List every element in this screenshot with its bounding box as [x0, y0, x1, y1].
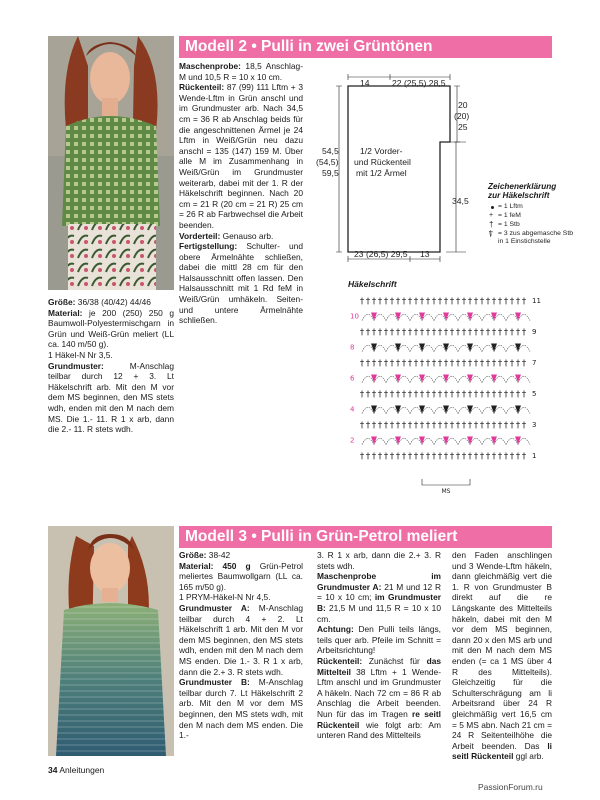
model3-column-1	[179, 550, 303, 741]
stitch-stb: †	[455, 452, 461, 462]
stitch-stb: †	[449, 421, 455, 431]
groesse-line: Größe: 36/38 (40/42) 44/46	[48, 297, 151, 307]
cluster-mark	[419, 406, 425, 414]
stitch-stb: †	[419, 297, 425, 307]
stitch-stb: †	[521, 328, 527, 338]
stitch-stb: †	[419, 421, 425, 431]
chart-title: Häkelschrift	[348, 279, 397, 289]
stitch-stb: †	[461, 328, 467, 338]
stitch-stb: †	[491, 297, 497, 307]
row-number-right: 3	[532, 421, 537, 429]
chain-stitch-icon	[491, 206, 494, 209]
stitch-stb: †	[401, 328, 407, 338]
cluster-mark	[467, 375, 473, 383]
stitch-stb: †	[455, 328, 461, 338]
stitch-stb: †	[515, 421, 521, 431]
stitch-stb: †	[443, 390, 449, 400]
stitch-stb: †	[395, 328, 401, 338]
model3-column-2	[317, 550, 441, 741]
stitch-stb: †	[437, 452, 443, 462]
row-number-left: 6	[350, 374, 355, 383]
stitch-stb: †	[449, 452, 455, 462]
stitch-stb: †	[521, 359, 527, 369]
stitch-stb: †	[419, 390, 425, 400]
stitch-stb: †	[521, 390, 527, 400]
stitch-stb: †	[467, 390, 473, 400]
stitch-stb: †	[383, 421, 389, 431]
stitch-stb: †	[383, 328, 389, 338]
dim-top-left: 14	[360, 78, 370, 88]
maschenprobe-line: Maschenprobe: 18,5 Anschlag-M und 10,5 R = 10 x 10 cm.	[179, 61, 304, 82]
cluster-mark	[371, 313, 377, 321]
stitch-stb: †	[389, 390, 395, 400]
fertigstellung-line: Fertigstellung: Schulter- und obere Ärmelnähte schließen, dabei die mittl 28 cm für den Halsausschnitt offen lassen. Den Halsausschnitt mit 1 Rd feM in Weiß/Grün umhäkeln. Seiten- und untere Ärmelnähte schließen.	[179, 241, 303, 326]
m3-achtung-line: Achtung: Den Pulli teils längs, teils quer arb. Pfeile im Schnitt = Arbeitsrichtung!	[317, 624, 441, 656]
stitch-stb: †	[503, 359, 509, 369]
cluster-mark	[395, 406, 401, 414]
stitch-stb: †	[407, 390, 413, 400]
stitch-stb: †	[485, 359, 491, 369]
row-number-right: 1	[532, 452, 537, 460]
m3-haekelnadel-line: 1 PRYM-Häkel-N Nr 4,5.	[179, 592, 271, 603]
model2-title: Modell 2 • Pulli in zwei Grüntönen	[185, 38, 433, 55]
stitch-stb: †	[413, 359, 419, 369]
cluster-mark	[467, 344, 473, 352]
grundmuster-line: Grundmuster: M-Anschlag teilbar durch 12 + 3. Lt Häkelschrift arb. Mit den M vor dem MS beginnen, den MS stets wdh, enden mit den M nach dem MS. Die 1.- 11. R 1 x arb, dann die 2.- 11. R stets wdh.	[48, 360, 174, 435]
stitch-stb: †	[467, 328, 473, 338]
stitch-stb: †	[443, 297, 449, 307]
stitch-stb: †	[419, 452, 425, 462]
legend-title-2: zur Häkelschrift	[488, 191, 550, 200]
stitch-stb: †	[371, 421, 377, 431]
stitch-stb: †	[491, 359, 497, 369]
stitch-stb: †	[359, 452, 365, 462]
cluster-mark	[515, 406, 521, 414]
stitch-stb: †	[473, 328, 479, 338]
stitch-stb: †	[449, 328, 455, 338]
stitch-stb: †	[377, 297, 383, 307]
cluster-mark	[419, 313, 425, 321]
stitch-stb: †	[365, 328, 371, 338]
cluster-mark	[419, 375, 425, 383]
stitch-stb: †	[419, 359, 425, 369]
stitch-stb: †	[407, 328, 413, 338]
stitch-stb: †	[491, 390, 497, 400]
model2-title-bar	[179, 36, 552, 58]
stitch-stb: †	[485, 390, 491, 400]
schematic-label-1: 1/2 Vorder-	[360, 146, 403, 156]
model3-column-3	[452, 550, 552, 762]
single-crochet-icon: +	[489, 212, 494, 219]
stitch-stb: †	[389, 297, 395, 307]
stitch-stb: †	[443, 421, 449, 431]
stitch-stb: †	[431, 297, 437, 307]
cluster-mark	[443, 406, 449, 414]
legend-item-cluster: ⍒ = 3 zus abgemasche Stb in 1 Einstichstelle	[488, 229, 574, 245]
dim-top-right: 22 (25,5) 28,5	[392, 78, 446, 88]
cluster-mark	[395, 313, 401, 321]
dim-bottom-right: 13	[420, 249, 430, 259]
cluster-mark	[491, 406, 497, 414]
stitch-stb: †	[437, 390, 443, 400]
cluster-mark	[491, 313, 497, 321]
stitch-stb: †	[371, 359, 377, 369]
ms-label: MS	[441, 488, 451, 495]
dim-right-lower: 34,5	[452, 196, 469, 206]
cluster-mark	[515, 313, 521, 321]
dim-right-upper-3: 25	[458, 122, 468, 132]
cluster-mark	[491, 437, 497, 445]
stitch-stb: †	[497, 452, 503, 462]
stitch-stb: †	[359, 297, 365, 307]
cluster-mark	[395, 344, 401, 352]
stitch-stb: †	[509, 421, 515, 431]
stitch-stb: †	[365, 421, 371, 431]
stitch-stb: †	[491, 421, 497, 431]
m3-grundmuster-b-line: Grundmuster B: M-Anschlag teilbar durch 7. Lt Häkelschrift 2 arb. Mit den M vor dem MS beginnen, den MS stets wdh, mit den M nach dem MS enden. Die 1.-	[179, 677, 304, 741]
stitch-stb: †	[503, 390, 509, 400]
model2-left-column	[48, 297, 174, 435]
stitch-stb: †	[377, 359, 383, 369]
stitch-stb: †	[455, 421, 461, 431]
stitch-stb: †	[401, 421, 407, 431]
cluster-mark	[467, 437, 473, 445]
stitch-stb: †	[383, 297, 389, 307]
stitch-stb: †	[485, 421, 491, 431]
stitch-stb: †	[413, 328, 419, 338]
stitch-stb: †	[371, 452, 377, 462]
stitch-stb: †	[377, 390, 383, 400]
stitch-stb: †	[425, 359, 431, 369]
stitch-stb: †	[359, 359, 365, 369]
cluster-stitch-icon: ⍒	[488, 229, 494, 239]
stitch-stb: †	[425, 452, 431, 462]
stitch-stb: †	[473, 452, 479, 462]
stitch-stb: †	[455, 390, 461, 400]
stitch-stb: †	[461, 297, 467, 307]
stitch-stb: †	[515, 328, 521, 338]
stitch-stb: †	[383, 359, 389, 369]
m3-material-line: Material: 450 g Grün-Petrol meliertes Baumwollgarn (LL ca. 165 m/50 g).	[179, 560, 304, 592]
stitch-stb: †	[377, 421, 383, 431]
legend-item-fem: + = 1 feM	[489, 212, 521, 219]
stitch-stb: †	[485, 297, 491, 307]
stitch-stb: †	[407, 421, 413, 431]
stitch-stb: †	[479, 421, 485, 431]
row-number-left: 8	[350, 343, 355, 352]
stitch-stb: †	[497, 390, 503, 400]
material-line: Material: je 200 (250) 250 g Baumwoll-Polyestermischgarn in Grün und Weiß-Grün meliert (LL ca. 140 m/50 g).	[48, 307, 175, 350]
stitch-stb: †	[365, 452, 371, 462]
legend-item-lftm: = 1 Lftm	[488, 203, 580, 210]
schematic-label-2: und Rückenteil	[354, 157, 411, 167]
stitch-stb: †	[467, 359, 473, 369]
stitch-stb: †	[467, 452, 473, 462]
stitch-stb: †	[491, 452, 497, 462]
stitch-stb: †	[515, 297, 521, 307]
stitch-stb: †	[473, 297, 479, 307]
watermark: PassionForum.ru	[478, 782, 543, 792]
stitch-stb: †	[491, 328, 497, 338]
cluster-mark	[443, 437, 449, 445]
stitch-stb: †	[383, 452, 389, 462]
stitch-stb: †	[431, 421, 437, 431]
stitch-stb: †	[395, 452, 401, 462]
stitch-stb: †	[509, 328, 515, 338]
stitch-stb: †	[365, 390, 371, 400]
stitch-stb: †	[401, 390, 407, 400]
ms-bracket	[422, 479, 470, 485]
dim-bottom-left: 23 (26,5) 29,5	[354, 249, 408, 259]
stitch-stb: †	[413, 421, 419, 431]
stitch-stb: †	[401, 359, 407, 369]
schematic-label-3: mit 1/2 Ärmel	[356, 168, 407, 178]
dim-left-upper-3: 59,5	[322, 168, 339, 178]
stitch-stb: †	[365, 359, 371, 369]
stitch-stb: †	[479, 297, 485, 307]
stitch-stb: †	[509, 390, 515, 400]
dim-left-upper-2: (54,5)	[316, 157, 339, 167]
stitch-stb: †	[455, 359, 461, 369]
stitch-stb: †	[425, 297, 431, 307]
row-number-left: 4	[350, 405, 355, 414]
stitch-stb: †	[497, 359, 503, 369]
stitch-stb: †	[497, 421, 503, 431]
stitch-stb: †	[425, 421, 431, 431]
stitch-stb: †	[503, 421, 509, 431]
row-number-left: 10	[350, 312, 359, 321]
m3-maschenprobe-line: Maschenprobe im Grundmuster A: 21 M und 12 R = 10 x 10 cm; im Grundmuster B: 21,5 M und 11,5 R = 10 x 10 cm.	[317, 571, 442, 624]
stitch-stb: †	[359, 328, 365, 338]
cluster-mark	[491, 344, 497, 352]
stitch-stb: †	[383, 390, 389, 400]
stitch-stb: †	[371, 328, 377, 338]
stitch-stb: †	[425, 390, 431, 400]
stitch-stb: †	[443, 359, 449, 369]
dim-left-upper-1: 54,5	[322, 146, 339, 156]
stitch-stb: †	[389, 359, 395, 369]
cluster-mark	[419, 437, 425, 445]
stitch-stb: †	[515, 452, 521, 462]
rueckenteil-line: Rückenteil: 87 (99) 111 Lftm + 3 Wende-Lftm in Grün anschl und im Grundmuster arb. Nach 34,5 cm = 36 R ab Anschlag beids für die angeschnittenen Ärmel je 24 Lftm in Weiß/Grün neu dazu anschl = 135 (147) 159 M. Über alle M im Zusammenhang in Weiß/Grün im Grundmuster weiterarb, dabei mit der 1. R der Häkelschrift beginnen. Nach 20 cm = 21 R (20 cm = 21 R) 25 cm = 26 R ab Farbwechsel die Arbeit beenden.	[179, 82, 303, 230]
m3-col3-text: den Faden anschlingen und 3 Wende-Lftm häkeln, dann gleichmäßig vert die 1. R von Grundmuster B direkt auf die re Längskante des Mittelteils häkeln, dabei mit den M vor dem MS beginnen, dann 20 x den MS arb und mit den M nach dem MS enden (= ca 1 MS über 4 R des Mittelteils). Gleichzeitig für die Schulterschrägung am li Arbeitsrand über 24 R gleichmäßig vert 16,5 cm = 5 MS abn. Nach 21 cm = 24 R Seitenteilhöhe die Arbeit beenden. Das li seitl Rückenteil ggl arb.	[452, 550, 553, 762]
stitch-stb: †	[473, 421, 479, 431]
stitch-stb: †	[437, 359, 443, 369]
stitch-stb: †	[401, 297, 407, 307]
cluster-mark	[467, 313, 473, 321]
stitch-stb: †	[377, 328, 383, 338]
stitch-stb: †	[461, 452, 467, 462]
stitch-stb: †	[407, 359, 413, 369]
cluster-mark	[491, 375, 497, 383]
stitch-stb: †	[515, 359, 521, 369]
row-number-left: 2	[350, 436, 355, 445]
cluster-mark	[371, 437, 377, 445]
stitch-stb: †	[503, 452, 509, 462]
stitch-stb: †	[377, 452, 383, 462]
page-number: 34	[48, 765, 58, 775]
vorderteil-line: Vorderteil: Genauso arb.	[179, 230, 274, 241]
stitch-stb: †	[395, 359, 401, 369]
stitch-stb: †	[509, 297, 515, 307]
stitch-stb: †	[479, 328, 485, 338]
stitch-stb: †	[449, 359, 455, 369]
stitch-stb: †	[431, 328, 437, 338]
cluster-mark	[395, 375, 401, 383]
stitch-stb: †	[413, 297, 419, 307]
stitch-stb: †	[431, 359, 437, 369]
stitch-stb: †	[359, 390, 365, 400]
m3-groesse-line: Größe: 38-42	[179, 550, 231, 560]
stitch-stb: †	[395, 390, 401, 400]
stitch-stb: †	[521, 452, 527, 462]
m3-grundmuster-a-line: Grundmuster A: M-Anschlag teilbar durch 4 + 2. Lt Häkelschrift 1 arb. Mit den M vor dem MS beginnen, den MS stets wdh, enden mit den M nach dem MS enden. Die 1.- 3. R 1 x arb, dann die 2.+ 3. R stets wdh.	[179, 602, 304, 677]
stitch-stb: †	[449, 297, 455, 307]
model3-photo	[48, 526, 174, 756]
stitch-stb: †	[419, 328, 425, 338]
stitch-stb: †	[371, 390, 377, 400]
legend-title-1: Zeichenerklärung	[488, 182, 557, 191]
stitch-stb: †	[437, 421, 443, 431]
cluster-mark	[419, 344, 425, 352]
stitch-stb: †	[437, 297, 443, 307]
m3-cont-line: 3. R 1 x arb, dann die 2.+ 3. R stets wdh.	[317, 550, 441, 571]
stitch-stb: †	[371, 297, 377, 307]
m3-rueckenteil-line: Rückenteil: Zunächst für das Mittelteil 38 Lftm + 1 Wende-Lftm anschl und im Grundmuster A häkeln. Nach 72 cm = 86 R ab Anschlag die Arbeit beenden. Nun für das im Tragen re seitl Rückenteil wie folgt arb: Am unteren Rand des Mittelteils	[317, 655, 442, 741]
stitch-stb: †	[461, 390, 467, 400]
cluster-mark	[515, 375, 521, 383]
section-name: Anleitungen	[59, 765, 105, 775]
stitch-stb: †	[485, 328, 491, 338]
stitch-stb: †	[479, 390, 485, 400]
row-number-right: 7	[532, 359, 537, 367]
cluster-mark	[371, 344, 377, 352]
stitch-stb: †	[521, 297, 527, 307]
dim-right-upper-2: (20)	[454, 111, 470, 121]
stitch-stb: †	[407, 297, 413, 307]
stitch-stb: †	[509, 452, 515, 462]
cluster-mark	[443, 344, 449, 352]
model2-photo	[48, 36, 174, 290]
stitch-stb: †	[503, 297, 509, 307]
stitch-stb: †	[515, 390, 521, 400]
legend	[488, 182, 580, 246]
stitch-stb: †	[425, 328, 431, 338]
stitch-stb: †	[437, 328, 443, 338]
legend-item-stb: † = 1 Stb	[489, 220, 520, 229]
cluster-mark	[395, 437, 401, 445]
stitch-stb: †	[431, 390, 437, 400]
stitch-stb: †	[467, 421, 473, 431]
stitch-stb: †	[497, 328, 503, 338]
stitch-stb: †	[389, 421, 395, 431]
model3-title: Modell 3 • Pulli in Grün-Petrol meliert	[185, 528, 458, 545]
cluster-mark	[443, 375, 449, 383]
stitch-stb: †	[473, 359, 479, 369]
stitch-stb: †	[449, 390, 455, 400]
stitch-stb: †	[497, 297, 503, 307]
cluster-mark	[371, 375, 377, 383]
model3-title-bar	[179, 526, 552, 548]
stitch-stb: †	[485, 452, 491, 462]
stitch-stb: †	[395, 297, 401, 307]
stitch-stb: †	[401, 452, 407, 462]
stitch-stb: †	[443, 452, 449, 462]
stitch-stb: †	[461, 421, 467, 431]
stitch-stb: †	[503, 328, 509, 338]
stitch-stb: †	[461, 359, 467, 369]
cluster-mark	[371, 406, 377, 414]
stitch-stb: †	[455, 297, 461, 307]
stitch-stb: †	[509, 359, 515, 369]
cluster-mark	[443, 313, 449, 321]
model2-middle-column	[179, 61, 303, 326]
stitch-stb: †	[473, 390, 479, 400]
stitch-stb: †	[365, 297, 371, 307]
stitch-stb: †	[479, 359, 485, 369]
stitch-stb: †	[389, 328, 395, 338]
stitch-stb: †	[407, 452, 413, 462]
haekelnadel-line: 1 Häkel-N Nr 3,5.	[48, 349, 113, 360]
cluster-mark	[515, 437, 521, 445]
stitch-stb: †	[359, 421, 365, 431]
stitch-stb: †	[413, 390, 419, 400]
stitch-stb: †	[467, 297, 473, 307]
row-number-right: 5	[532, 390, 537, 398]
stitch-stb: †	[431, 452, 437, 462]
stitch-stb: †	[389, 452, 395, 462]
stitch-stb: †	[479, 452, 485, 462]
stitch-stb: †	[395, 421, 401, 431]
stitch-stb: †	[521, 421, 527, 431]
stitch-stb: †	[413, 452, 419, 462]
crochet-chart	[348, 279, 548, 495]
cluster-mark	[515, 344, 521, 352]
cluster-mark	[467, 406, 473, 414]
page-footer	[48, 765, 104, 775]
double-crochet-icon: †	[489, 220, 494, 229]
stitch-stb: †	[443, 328, 449, 338]
row-number-right: 11	[532, 297, 541, 305]
dim-right-upper-1: 20	[458, 100, 468, 110]
row-number-right: 9	[532, 328, 537, 336]
